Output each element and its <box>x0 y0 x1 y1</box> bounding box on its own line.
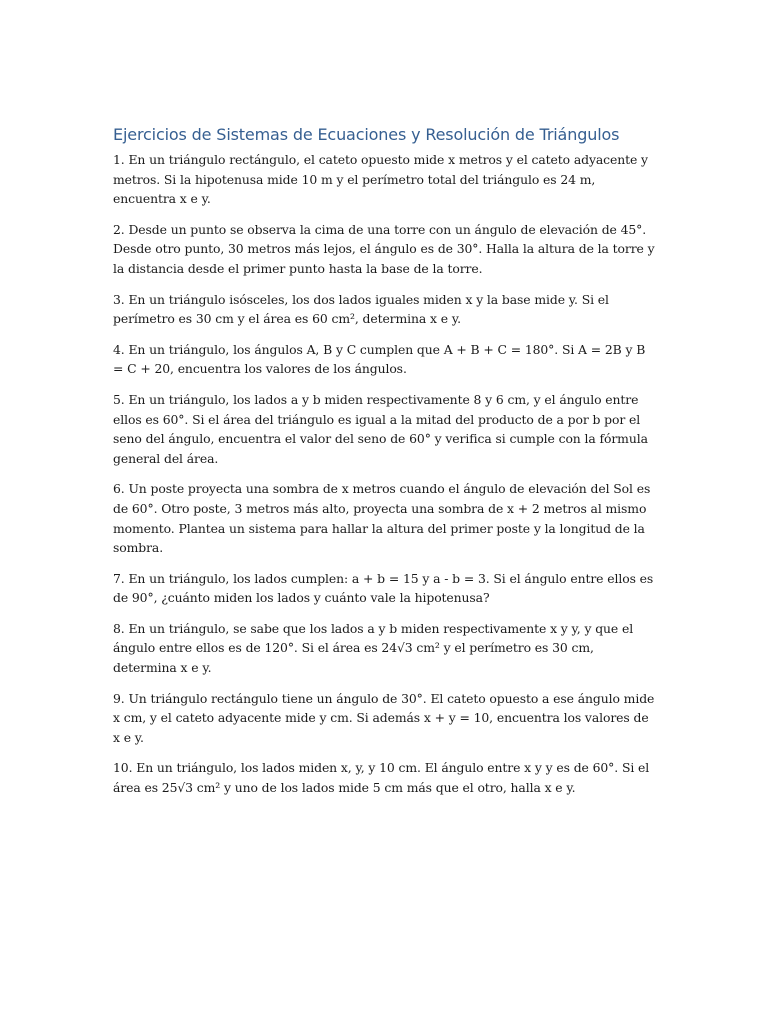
exercise-4: 4. En un triángulo, los ángulos A, B y C cumplen que A + B + C = 180°. Si A = 2B y B = C + 20, encuentra los valores de los ángulos. <box>113 341 646 377</box>
exercise-7: 7. En un triángulo, los lados cumplen: a + b = 15 y a - b = 3. Si el ángulo entre ellos es de 90°, ¿cuánto miden los lados y cuánto vale la hipotenusa? <box>113 570 654 606</box>
exercise-6: 6. Un poste proyecta una sombra de x metros cuando el ángulo de elevación del Sol es de 60°. Otro poste, 3 metros más alto, proyecta una sombra de x + 2 metros al mismo momento. Plantea un sistema para hallar la altura del primer poste y la longitud de la sombra. <box>113 481 651 556</box>
exercise-2: 2. Desde un punto se observa la cima de una torre con un ángulo de elevación de 45°. Desde otro punto, 30 metros más lejos, el ángulo es de 30°. Halla la altura de la torre y la distancia desde el primer punto hasta la base de la torre. <box>113 221 655 276</box>
exercise-10: 10. En un triángulo, los lados miden x, y, y 10 cm. El ángulo entre x y y es de 60°. Si el área es 25√3 cm² y uno de los lados mide 5 cm más que el otro, halla x e y. <box>113 760 650 796</box>
exercise-8: 8. En un triángulo, se sabe que los lados a y b miden respectivamente x y y, y que el ángulo entre ellos es de 120°. Si el área es 24√3 cm² y el perímetro es 30 cm, determina x e y. <box>113 620 634 676</box>
document-title: Ejercicios de Sistemas de Ecuaciones y Resolución de Triángulos <box>113 125 620 144</box>
exercise-9: 9. Un triángulo rectángulo tiene un ángulo de 30°. El cateto opuesto a ese ángulo mide x cm, y el cateto adyacente mide y cm. Si además x + y = 10, encuentra los valores de x e y. <box>113 690 655 745</box>
exercise-1: 1. En un triángulo rectángulo, el cateto opuesto mide x metros y el cateto adyacente y metros. Si la hipotenusa mide 10 m y el perímetro total del triángulo es 24 m, encuentra x e y. <box>113 152 648 207</box>
exercise-5: 5. En un triángulo, los lados a y b miden respectivamente 8 y 6 cm, y el ángulo entre ellos es 60°. Si el área del triángulo es igual a la mitad del producto de a por b por el seno del ángulo, encuentra el valor del seno de 60° y verifica si cumple con la fórmula general del área. <box>113 391 648 466</box>
exercise-3: 3. En un triángulo isósceles, los dos lados iguales miden x y la base mide y. Si el perímetro es 30 cm y el área es 60 cm², determina x e y. <box>113 291 609 327</box>
document-body <box>113 124 658 809</box>
